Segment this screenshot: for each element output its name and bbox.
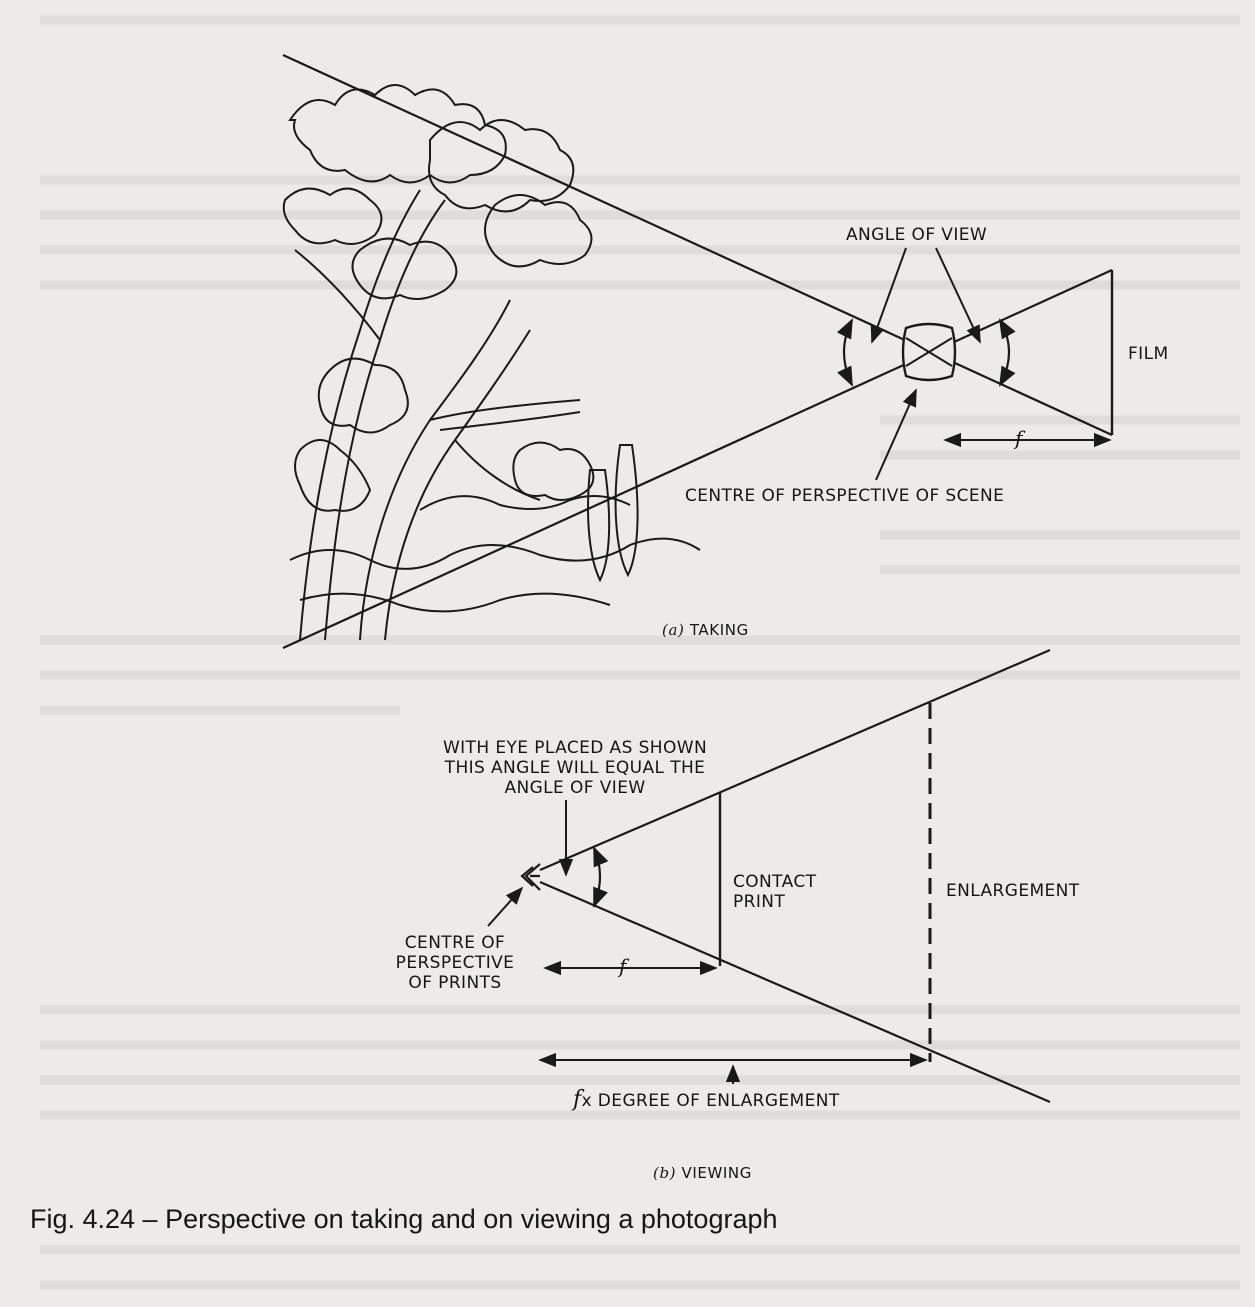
- eye-note-line-1: WITH EYE PLACED AS SHOWN: [442, 738, 708, 758]
- eye-note-label: [405, 738, 745, 798]
- diagram-a-taking: [283, 55, 1112, 648]
- right-angle-arc: [1000, 320, 1009, 385]
- angle-pointer-left: [872, 248, 906, 342]
- degree-f: f: [573, 1087, 582, 1112]
- caption-b: [653, 1163, 752, 1183]
- tree-landscape-illustration: [284, 85, 700, 640]
- eye-note-line-2: THIS ANGLE WILL EQUAL THE: [444, 758, 706, 778]
- lower-ray-b: [540, 882, 1050, 1102]
- angle-of-view-label: ANGLE OF VIEW: [846, 225, 988, 245]
- left-angle-arc: [844, 320, 852, 385]
- caption-a-text: TAKING: [689, 621, 749, 639]
- upper-ray-a: [283, 55, 1112, 435]
- centre-of-perspective-scene-label: CENTRE OF PERSPECTIVE OF SCENE: [685, 486, 1005, 506]
- centre-prints-line-2: PERSPECTIVE: [395, 953, 515, 973]
- contact-print-line-1: CONTACT: [733, 872, 817, 892]
- centre-pointer-a: [876, 390, 916, 480]
- contact-print-label: [733, 872, 816, 912]
- caption-a-letter: (a): [662, 621, 685, 639]
- focal-length-label-a: f: [1015, 426, 1023, 450]
- film-label: FILM: [1128, 344, 1169, 364]
- eye-icon: [522, 864, 540, 890]
- figure-caption: Fig. 4.24 – Perspective on taking and on viewing a photograph: [30, 1204, 778, 1234]
- caption-a: [662, 620, 749, 640]
- degree-of-enlargement-label: [573, 1087, 840, 1112]
- degree-text: x DEGREE OF ENLARGEMENT: [581, 1091, 840, 1111]
- enlargement-label: ENLARGEMENT: [946, 881, 1080, 901]
- centre-of-perspective-prints-label: [385, 933, 525, 993]
- eye-angle-arc: [594, 848, 600, 906]
- focal-length-label-b: f: [619, 954, 627, 978]
- centre-prints-line-3: OF PRINTS: [408, 973, 502, 993]
- caption-b-letter: (b): [653, 1164, 677, 1182]
- centre-prints-line-1: CENTRE OF: [404, 933, 506, 953]
- caption-b-text: VIEWING: [681, 1164, 752, 1182]
- centre-pointer-b: [488, 888, 522, 926]
- eye-note-line-3: ANGLE OF VIEW: [504, 778, 646, 798]
- contact-print-line-2: PRINT: [733, 892, 786, 912]
